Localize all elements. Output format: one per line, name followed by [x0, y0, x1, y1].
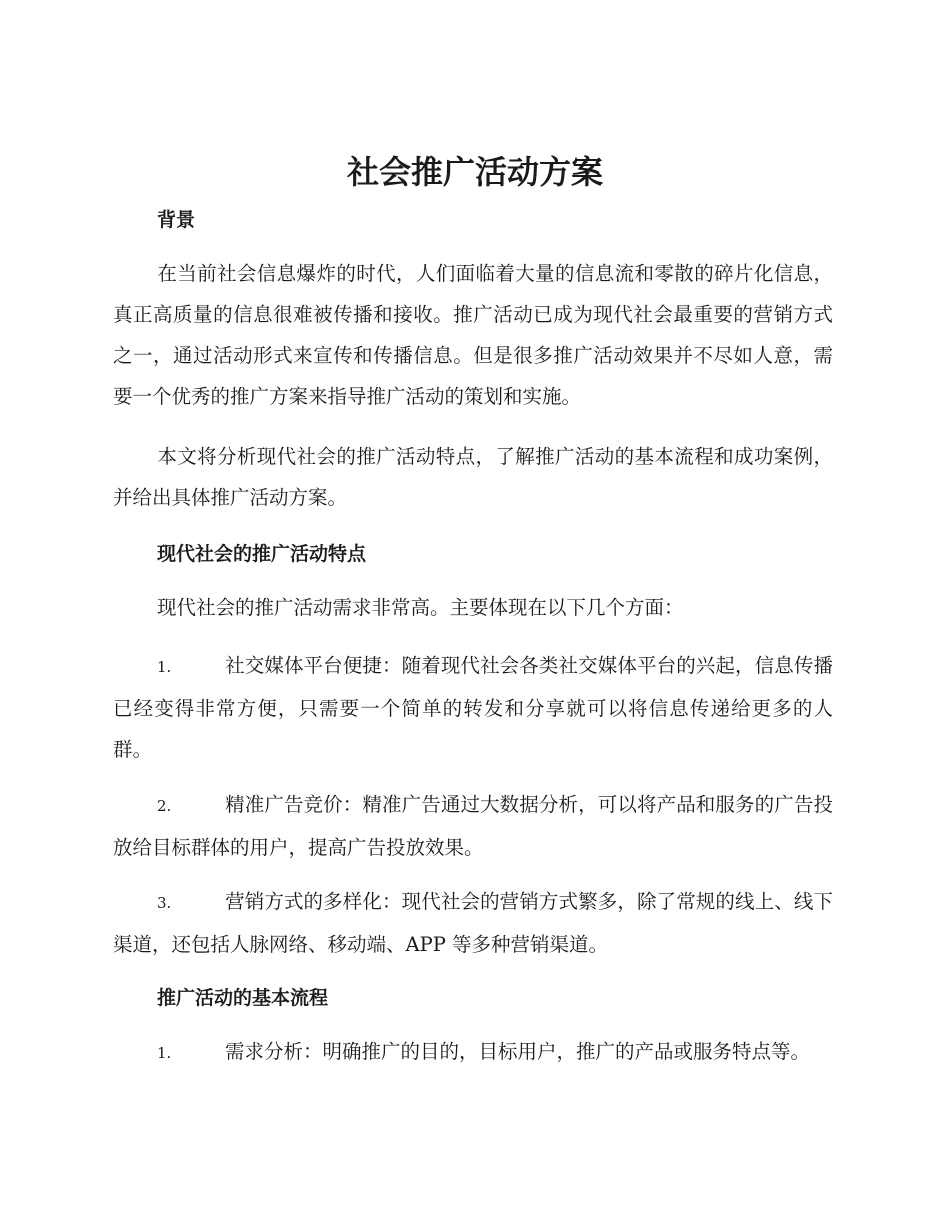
list-item-process-1	[113, 1031, 833, 1074]
list-number: 1.	[157, 658, 172, 676]
list-number: 3.	[157, 894, 172, 912]
document-title: 社会推广活动方案	[346, 153, 603, 191]
list-number: 1.	[157, 1044, 172, 1062]
list-number: 2.	[157, 797, 172, 815]
list-item-feature-2	[113, 784, 833, 868]
list-item-text: 营销方式的多样化：现代社会的营销方式繁多，除了常规的线上、线下渠道，还包括人脉网络、移动端、APP 等多种营销渠道。	[113, 890, 833, 956]
paragraph-text: 在当前社会信息爆炸的时代，人们面临着大量的信息流和零散的碎片化信息，真正高质量的信息很难被传播和接收。推广活动已成为现代社会最重要的营销方式之一，通过活动形式来宣传和传播信息。但是很多推广活动效果并不尽如人意，需要一个优秀的推广方案来指导推广活动的策划和实施。	[113, 262, 833, 408]
list-item-text: 精准广告竞价：精准广告通过大数据分析，可以将产品和服务的广告投放给目标群体的用户，提高广告投放效果。	[113, 793, 833, 859]
section-heading-process: 推广活动的基本流程	[157, 987, 329, 1009]
list-item-text: 社交媒体平台便捷：随着现代社会各类社交媒体平台的兴起，信息传播已经变得非常方便，只需要一个简单的转发和分享就可以将信息传递给更多的人群。	[113, 654, 833, 761]
paragraph-text: 现代社会的推广活动需求非常高。主要体现在以下几个方面：	[157, 596, 684, 619]
section-heading-features: 现代社会的推广活动特点	[157, 543, 367, 565]
paragraph-background-1	[113, 253, 833, 417]
paragraph-text: 本文将分析现代社会的推广活动特点，了解推广活动的基本流程和成功案例，并给出具体推广活动方案。	[113, 445, 833, 509]
section-heading-background: 背景	[157, 209, 196, 231]
list-item-feature-1	[113, 645, 833, 770]
list-item-text: 需求分析：明确推广的目的，目标用户，推广的产品或服务特点等。	[225, 1040, 811, 1063]
list-item-feature-3	[113, 881, 833, 965]
paragraph-features-intro	[113, 587, 833, 628]
paragraph-background-2	[113, 436, 833, 518]
